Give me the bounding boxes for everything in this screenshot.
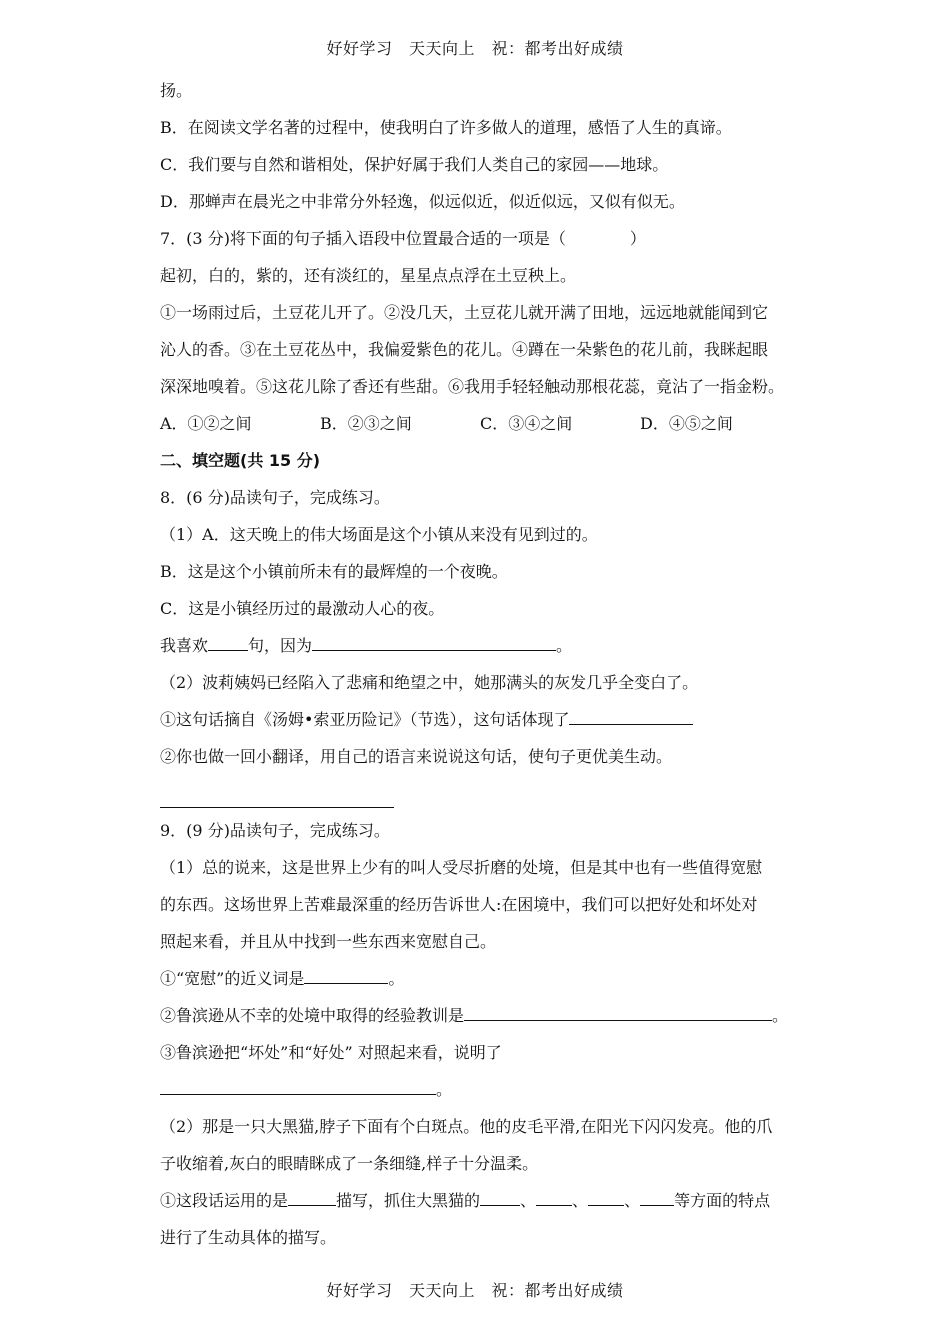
- q8-sentence-a: （1）A．这天晚上的伟大场面是这个小镇从来没有见到过的。: [160, 525, 598, 544]
- option-d: D．那蝉声在晨光之中非常分外轻逸，似远似近，似近似远，又似有似无。: [160, 192, 685, 211]
- blank-field[interactable]: [640, 1191, 674, 1206]
- q9-passage-line: 照起来看，并且从中找到一些东西来宽慰自己。: [160, 932, 497, 951]
- page-footer: 好好学习 天天向上 祝：都考出好成绩: [326, 1281, 624, 1300]
- blank-field[interactable]: [464, 1006, 772, 1021]
- option-b: B．在阅读文学名著的过程中，使我明白了许多做人的道理，感悟了人生的真谛。: [160, 118, 732, 137]
- answer-line: [160, 775, 800, 812]
- passage-line: 深深地嗅着。⑤这花儿除了香还有些甜。⑥我用手轻轻触动那根花蕊，竟沾了一指金粉。: [160, 377, 785, 396]
- document-body: [160, 72, 800, 1256]
- blank-field[interactable]: [160, 793, 394, 808]
- q7-options: [160, 405, 800, 442]
- q7-option-d: D．④⑤之间: [640, 414, 733, 433]
- option-c: C．我们要与自然和谐相处，保护好属于我们人类自己的家园——地球。: [160, 155, 669, 174]
- q9-fill-line: ②鲁滨逊从不幸的处境中取得的经验教训是 。: [160, 1006, 789, 1025]
- blank-field[interactable]: [288, 1191, 336, 1206]
- q9-passage-line: （1）总的说来，这是世界上少有的叫人受尽折磨的处境，但是其中也有一些值得宽慰: [160, 858, 763, 877]
- blank-field[interactable]: [160, 1080, 436, 1095]
- passage-line: 沁人的香。③在土豆花丛中，我偏爱紫色的花儿。④蹲在一朵紫色的花儿前，我眯起眼: [160, 340, 769, 359]
- q8-sentence-b: B．这是这个小镇前所未有的最辉煌的一个夜晚。: [160, 562, 508, 581]
- text-line: 扬。: [160, 81, 193, 100]
- passage-line: ①一场雨过后，土豆花儿开了。②没几天，土豆花儿就开满了田地，远远地就能闻到它: [160, 303, 769, 322]
- q8-sentence-c: C．这是小镇经历过的最激动人心的夜。: [160, 599, 445, 618]
- q9-passage-line: 的东西。这场世界上苦难最深重的经历告诉世人:在困境中，我们可以把好处和坏处对: [160, 895, 758, 914]
- blank-field[interactable]: [536, 1191, 572, 1206]
- q7-option-b: B．②③之间: [320, 414, 412, 433]
- blank-field[interactable]: [480, 1191, 520, 1206]
- insert-sentence: 起初，白的，紫的，还有淡红的，星星点点浮在土豆秧上。: [160, 266, 577, 285]
- question-8: 8．(6 分)品读句子，完成练习。: [160, 488, 390, 507]
- section-heading: 二、填空题(共 15 分): [160, 451, 321, 470]
- blank-field[interactable]: [208, 636, 248, 651]
- q7-option-a: A．①②之间: [160, 414, 252, 433]
- q8-fill-line: 我喜欢 句，因为 。: [160, 636, 573, 655]
- q8-fill-line: ①这句话摘自《汤姆•索亚历险记》（节选），这句话体现了: [160, 701, 800, 738]
- q7-option-c: C．③④之间: [480, 414, 573, 433]
- blank-field[interactable]: [569, 710, 693, 725]
- question-7: 7．(3 分)将下面的句子插入语段中位置最合适的一项是（ ）: [160, 229, 646, 248]
- q8-part-2b: ②你也做一回小翻译，用自己的语言来说说这句话，使句子更优美生动。: [160, 747, 673, 766]
- q9-passage-line: （2）那是一只大黑猫,脖子下面有个白斑点。他的皮毛平滑,在阳光下闪闪发亮。他的爪: [160, 1117, 773, 1136]
- q9-fill-line: ①“宽慰”的近义词是 。: [160, 969, 405, 988]
- q9-part-3: ③鲁滨逊把“坏处”和“好处” 对照起来看，说明了: [160, 1043, 502, 1062]
- blank-field[interactable]: [312, 636, 556, 651]
- q9-fill-line: ①这段话运用的是 描写，抓住大黑猫的 、 、 、 等方面的特点: [160, 1191, 771, 1210]
- question-9: 9．(9 分)品读句子，完成练习。: [160, 821, 390, 840]
- q9-passage-line: 进行了生动具体的描写。: [160, 1228, 337, 1247]
- blank-field[interactable]: [588, 1191, 624, 1206]
- blank-field[interactable]: [304, 969, 388, 984]
- q8-part-2: （2）波莉姨妈已经陷入了悲痛和绝望之中，她那满头的灰发几乎全变白了。: [160, 673, 699, 692]
- page-header: 好好学习 天天向上 祝：都考出好成绩: [326, 39, 624, 58]
- q9-fill-line: 。: [160, 1071, 800, 1108]
- q9-passage-line: 子收缩着,灰白的眼睛眯成了一条细缝,样子十分温柔。: [160, 1154, 539, 1173]
